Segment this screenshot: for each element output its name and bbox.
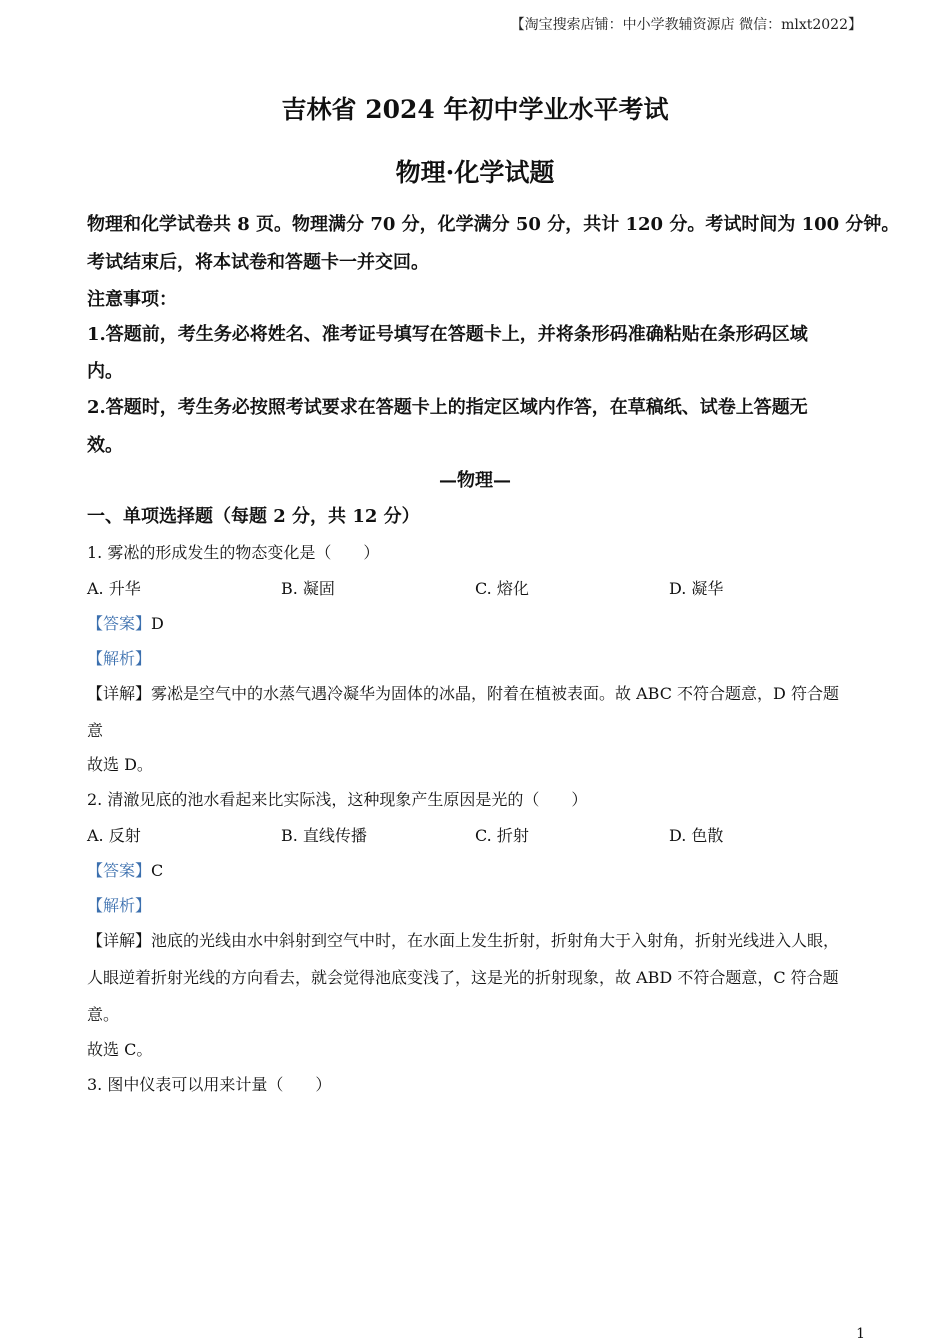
exam-subtitle: 物理·化学试题: [395, 158, 555, 187]
notice-item: 效。: [87, 435, 123, 456]
exam-title: 吉林省 2024 年初中学业水平考试: [281, 95, 669, 124]
q2-option-a: A. 反射: [87, 826, 141, 845]
question-3-stem: 3. 图中仪表可以用来计量（ ）: [87, 1075, 332, 1094]
intro-line: 考试结束后，将本试卷和答题卡一并交回。: [87, 252, 429, 273]
q1-conclusion: 故选 D。: [87, 755, 153, 774]
q1-detail: 【详解】雾凇是空气中的水蒸气遇冷凝华为固体的冰晶，附着在植被表面。故 ABC 不符合题意，D 符合题: [87, 684, 839, 703]
question-1-stem: 1. 雾凇的形成发生的物态变化是（ ）: [87, 543, 380, 562]
q2-detail: 人眼逆着折射光线的方向看去，就会觉得池底变浅了，这是光的折射现象，故 ABD 不符合题意，C 符合题: [87, 968, 839, 987]
q1-option-d: D. 凝华: [669, 579, 724, 598]
q1-option-c: C. 熔化: [475, 579, 529, 598]
q2-analysis-tag: 【解析】: [87, 896, 152, 915]
q1-analysis-tag: 【解析】: [87, 649, 152, 668]
q2-option-d: D. 色散: [669, 826, 724, 845]
answer-tag: 【答案】: [87, 861, 152, 880]
section-physics: —物理—: [439, 470, 511, 491]
answer-value: D: [151, 614, 164, 633]
page-number: 1: [856, 1326, 865, 1342]
q1-option-b: B. 凝固: [281, 579, 335, 598]
header-note: 【淘宝搜索店铺：中小学教辅资源店 微信：mlxt2022】: [510, 17, 862, 33]
notice-item: 内。: [87, 361, 123, 382]
question-2-stem: 2. 清澈见底的池水看起来比实际浅，这种现象产生原因是光的（ ）: [87, 790, 588, 809]
answer-tag: 【答案】: [87, 614, 152, 633]
q2-conclusion: 故选 C。: [87, 1040, 153, 1059]
q2-answer: [87, 858, 163, 881]
part-heading: 一、单项选择题（每题 2 分，共 12 分）: [87, 506, 420, 527]
q2-detail: 【详解】池底的光线由水中斜射到空气中时，在水面上发生折射，折射角大于入射角，折射光线进入人眼，: [87, 931, 840, 950]
q1-option-a: A. 升华: [87, 579, 141, 598]
q2-option-b: B. 直线传播: [281, 826, 367, 845]
q1-answer: [87, 611, 164, 634]
notice-item: 2.答题时，考生务必按照考试要求在答题卡上的指定区域内作答，在草稿纸、试卷上答题无: [87, 397, 808, 418]
q2-option-c: C. 折射: [475, 826, 529, 845]
intro-line: 物理和化学试卷共 8 页。物理满分 70 分，化学满分 50 分，共计 120 分。考试时间为 100 分钟。: [87, 214, 900, 235]
answer-value: C: [151, 861, 164, 880]
notice-heading: 注意事项：: [87, 289, 177, 310]
q1-detail: 意: [87, 721, 104, 740]
q2-detail: 意。: [87, 1005, 120, 1024]
notice-item: 1.答题前，考生务必将姓名、准考证号填写在答题卡上，并将条形码准确粘贴在条形码区域: [87, 324, 808, 345]
